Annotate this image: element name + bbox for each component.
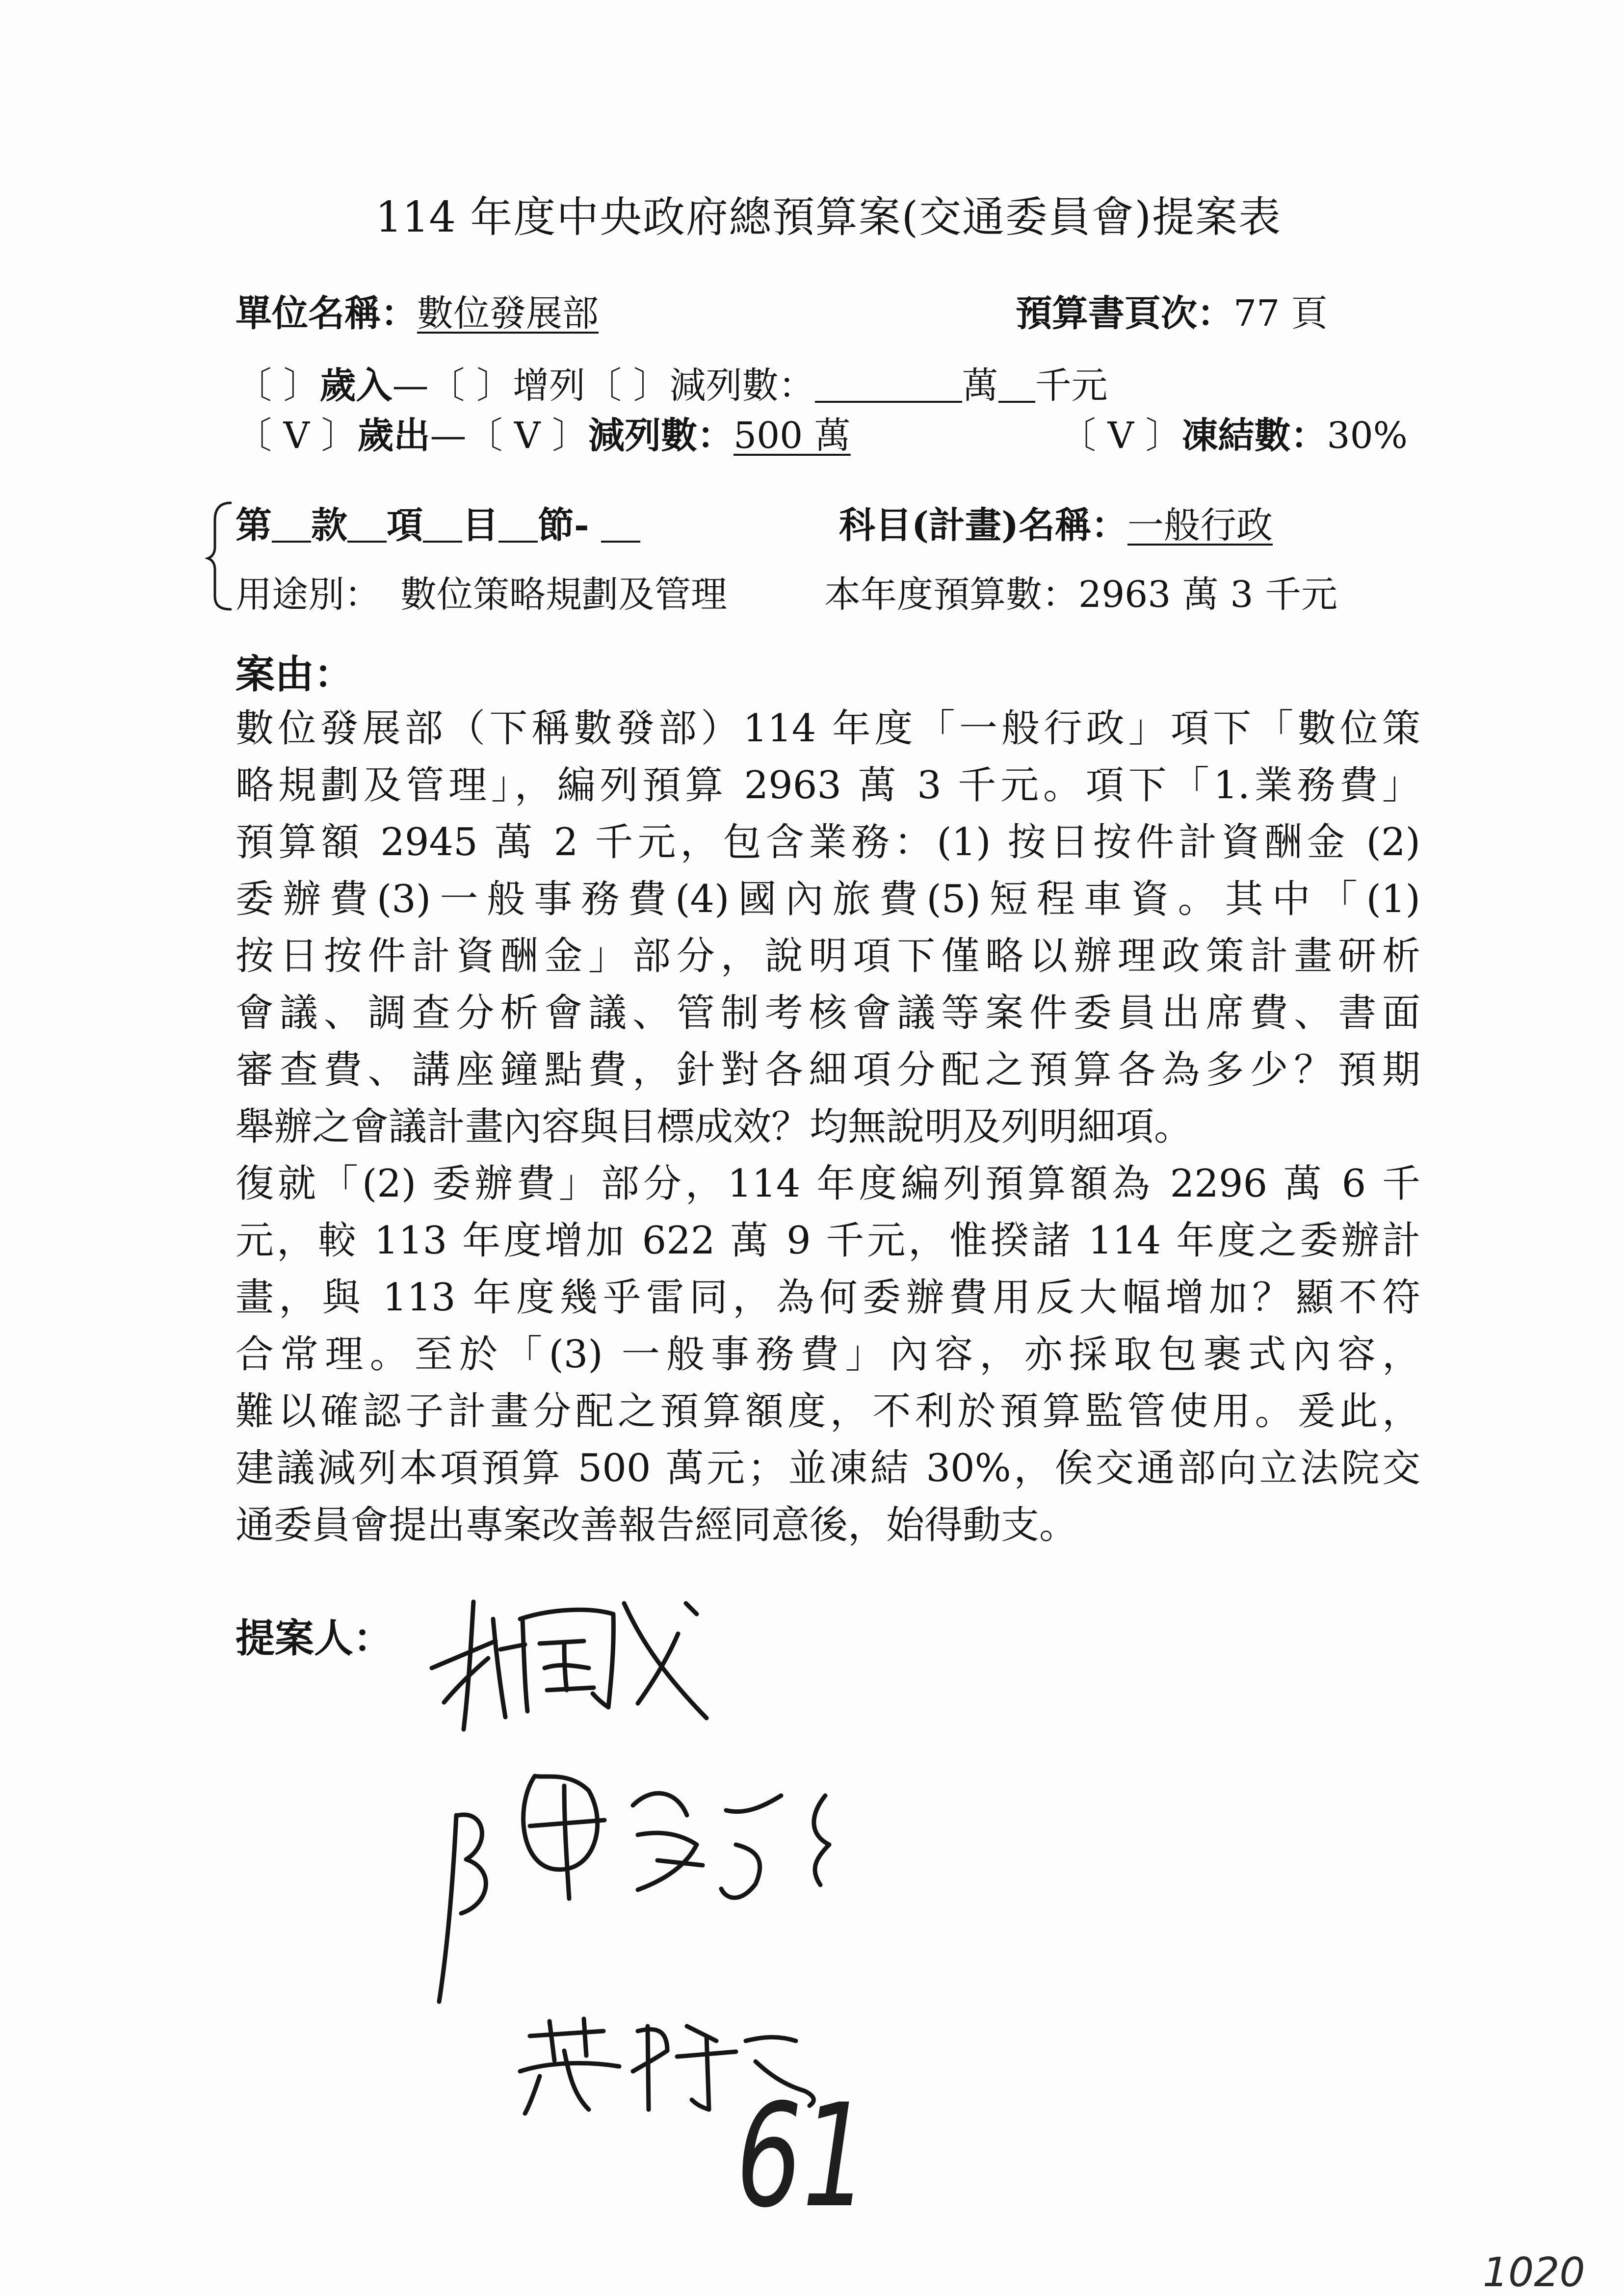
expenditure-dash: — (430, 415, 467, 457)
subject-value: 一般行政 (1127, 504, 1273, 547)
revenue-wan-unit: 萬 (962, 365, 998, 407)
expenditure-row (236, 414, 851, 458)
reason-line: 略規劃及管理」，編列預算 2963 萬 3 千元。項下「1.業務費」 (236, 763, 1420, 808)
signature-2 (439, 1776, 829, 2002)
signature-stroke (638, 1634, 678, 1703)
signature-stroke (550, 2019, 586, 2061)
corner-number: 1020 (1483, 2249, 1585, 2296)
revenue-row (236, 364, 1108, 408)
reason-line: 元，較 113 年度增加 622 萬 9 千元，惟揆諸 114 年度之委辦計 (236, 1219, 1420, 1263)
reason-line: 委辦費(3)一般事務費(4)國內旅費(5)短程車資。其中「(1) (236, 877, 1420, 921)
signature-stroke (464, 1602, 473, 1729)
reason-line: 數位發展部（下稱數發部）114 年度「一般行政」項下「數位策 (236, 706, 1420, 751)
class-mu-blank (423, 506, 462, 543)
signature-stroke (524, 1776, 598, 1870)
signature-stroke (657, 1860, 703, 1865)
budget-page-value: 77 頁 (1233, 292, 1328, 335)
reason-line: 審查費、講座鐘點費，針對各細項分配之預算各為多少？預期 (236, 1048, 1420, 1092)
class-xiang: 項 (387, 504, 423, 547)
document-title: 114 年度中央政府總預算案(交通委員會)提案表 (375, 193, 1281, 242)
revenue-decrease-label: 減列數： (669, 365, 815, 407)
usage-value: 數位策略規劃及管理 (400, 574, 727, 616)
signature-stroke (633, 1793, 687, 1815)
expenditure-label: 歲出 (357, 415, 430, 457)
class-kuan: 款 (311, 504, 347, 547)
classification-row (236, 504, 640, 548)
signature-stroke (523, 1619, 527, 1711)
signature-stroke (439, 1815, 456, 2002)
signature-stroke (520, 1610, 613, 1707)
reason-line: 預算額 2945 萬 2 千元，包含業務：(1) 按日按件計資酬金 (2) (236, 820, 1420, 864)
signature-stroke (530, 1820, 604, 1826)
subject-label: 科目(計畫)名稱： (839, 504, 1128, 547)
signature-stroke (814, 1796, 829, 1885)
freeze-row (1060, 414, 1408, 458)
class-di: 第 (236, 504, 272, 547)
signature-stroke (540, 1641, 594, 1690)
signature-stroke (564, 1786, 569, 1899)
freeze-label: 凍結數： (1181, 415, 1327, 457)
reason-line: 畫，與 113 年度幾乎雷同，為何委辦費用反大幅增加？顯不符 (236, 1276, 1420, 1320)
class-end-blank (601, 506, 640, 543)
signature-stroke (525, 2076, 540, 2113)
unit-row (236, 292, 599, 336)
signature-stroke (633, 2026, 667, 2110)
signature-stroke (530, 2031, 603, 2036)
revenue-qian-blank (998, 366, 1035, 403)
reason-line: 建議減列本項預算 500 萬元；並凍結 30%，俟交通部向立法院交 (236, 1446, 1420, 1490)
expenditure-decrease-value: 500 萬 (733, 415, 851, 457)
subject-row (839, 504, 1273, 548)
expenditure-decrease-checkbox: 〔 V 〕 (466, 415, 588, 457)
signature-stroke (624, 1603, 707, 1718)
reason-line: 復就「(2) 委辦費」部分，114 年度編列預算額為 2296 萬 6 千 (236, 1162, 1420, 1206)
current-budget-row (824, 573, 1337, 617)
signature-stroke (721, 1845, 760, 1898)
reason-line: 會議、調查分析會議、管制考核會議等案件委員出席費、書面 (236, 991, 1420, 1035)
signature-stroke (500, 1644, 525, 1649)
class-mu: 目 (462, 504, 498, 547)
signature-stroke (686, 1603, 697, 1614)
expenditure-checkbox: 〔 V 〕 (236, 415, 358, 457)
signature-stroke (444, 1658, 488, 1702)
class-xiang-blank (347, 506, 387, 543)
reason-line: 難以確認子計畫分配之預算額度，不利於預算監管使用。爰此， (236, 1389, 1420, 1434)
signature-stroke (638, 1833, 697, 1890)
revenue-decrease-checkbox: 〔 〕 (585, 365, 670, 407)
freeze-value: 30% (1327, 415, 1408, 457)
reason-line: 通委員會提出專案改善報告經同意後，始得動支。 (236, 1503, 1078, 1547)
signature-stroke (459, 1815, 486, 1913)
signature-stroke (493, 1619, 505, 1717)
signature-1 (432, 1602, 707, 1729)
signature-stroke (432, 1641, 496, 1668)
revenue-wan-blank (815, 366, 962, 403)
signature-stroke (564, 2051, 589, 2110)
class-kuan-blank (272, 506, 311, 543)
handwritten-page-number: 61 (736, 2074, 868, 2239)
reason-body (236, 700, 1420, 1554)
signature-stroke (520, 2063, 619, 2071)
freeze-checkbox: 〔 V 〕 (1060, 415, 1182, 457)
unit-value: 數位發展部 (417, 292, 599, 335)
unit-label: 單位名稱： (236, 292, 417, 335)
signature-stroke (677, 2026, 736, 2110)
budget-page-row (1016, 292, 1328, 336)
class-dash: - (574, 504, 589, 547)
signature-stroke (746, 2037, 813, 2106)
form-bracket (208, 503, 231, 609)
reason-line: 按日按件計資酬金」部分，說明項下僅略以辦理政策計畫研析 (236, 934, 1420, 978)
signature-stroke (726, 1796, 781, 1812)
reason-line: 舉辦之會議計畫內容與目標成效？均無說明及列明細項。 (236, 1105, 1193, 1149)
revenue-checkbox: 〔 〕 (236, 365, 320, 407)
revenue-label: 歲入 (319, 365, 393, 407)
reason-line: 合常理。至於「(3) 一般事務費」內容，亦採取包裹式內容， (236, 1332, 1420, 1377)
budget-page-label: 預算書頁次： (1016, 292, 1233, 335)
expenditure-decrease-label: 減列數： (588, 415, 733, 457)
revenue-qian-unit: 千元 (1035, 365, 1108, 407)
signature-3 (520, 2019, 813, 2113)
revenue-increase-label: 增列 (513, 365, 586, 407)
proposer-label: 提案人： (236, 1615, 393, 1661)
reason-label: 案由： (236, 651, 353, 697)
revenue-increase-checkbox: 〔 〕 (428, 365, 513, 407)
usage-label: 用途別： (236, 574, 381, 616)
revenue-dash: — (392, 365, 429, 407)
current-budget-label: 本年度預算數： (824, 574, 1078, 616)
class-jie: 節 (538, 504, 574, 547)
class-jie-blank (498, 506, 538, 543)
current-budget-value: 2963 萬 3 千元 (1078, 574, 1337, 616)
